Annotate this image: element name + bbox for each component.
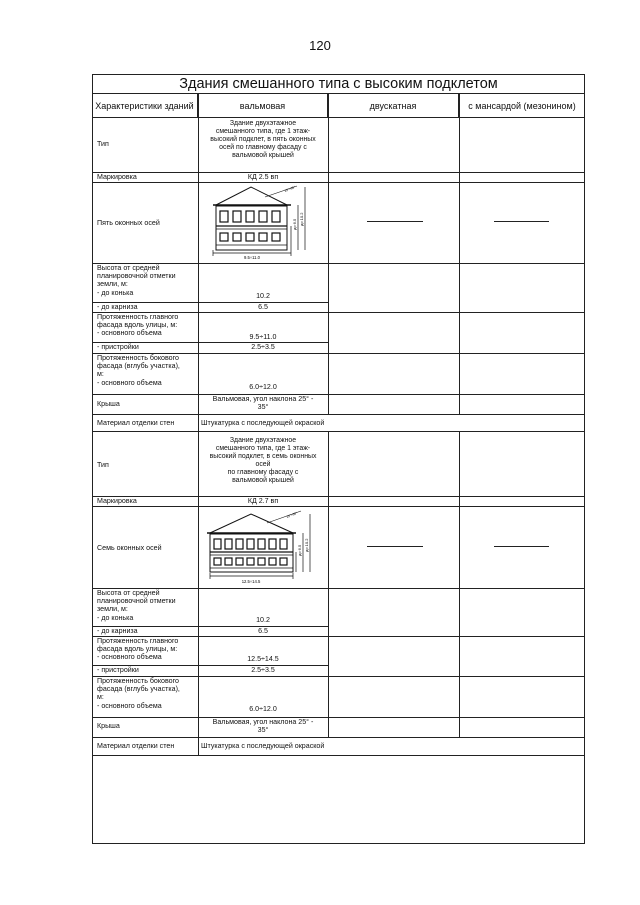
col-divider xyxy=(328,431,329,737)
height-label-line: - до конька xyxy=(97,613,134,622)
type-description xyxy=(200,120,326,160)
eave-height-value: 6.5 xyxy=(258,303,268,311)
eave-height-label: - до карниза xyxy=(97,627,138,635)
not-applicable-dash xyxy=(494,221,549,222)
type-description-line: Здание двухэтажное xyxy=(229,437,297,444)
side-facade-length-label xyxy=(94,677,196,710)
main-facade-length-label-line: фасада вдоль улицы, м: xyxy=(97,321,178,330)
wall-material-value: Штукатурка с последующей окраской xyxy=(201,742,325,750)
roof-value-line: Вальмовая, угол наклона 25° - xyxy=(212,718,314,726)
axes-label: Пять оконных осей xyxy=(97,219,160,227)
type-description-line: вальмовой крышей xyxy=(232,152,294,159)
header-mansard: с мансардой (мезонином) xyxy=(459,94,585,118)
main-facade-length-label-line: фасада вдоль улицы, м: xyxy=(97,645,178,654)
height-label-line: планировочной отметки xyxy=(97,272,176,281)
extension-length-value: 2.5÷3.5 xyxy=(251,343,275,351)
main-facade-length-label-line: Протяженность главного xyxy=(97,313,179,321)
type-description-line: смешанного типа, где 1 этаж- xyxy=(215,128,311,135)
facade-drawing xyxy=(205,184,325,261)
side-facade-length-label-line: Протяженность бокового xyxy=(97,677,180,685)
marking-label: Маркировка xyxy=(97,497,137,505)
eave-height-label: - до карниза xyxy=(97,303,138,311)
row-divider xyxy=(92,506,585,507)
height-dimension-eave: до 6.5 xyxy=(297,544,302,556)
side-facade-length-value: 6.0÷12.0 xyxy=(249,705,277,713)
roof-value xyxy=(200,718,326,734)
extension-length-value: 2.5÷3.5 xyxy=(251,666,275,674)
page-number: 120 xyxy=(309,38,331,53)
side-facade-length-label-line: фасада (вглубь участка), xyxy=(97,685,180,694)
width-dimension: 12.5÷14.5 xyxy=(241,579,261,584)
ridge-height-value: 10.2 xyxy=(256,292,270,300)
col-divider xyxy=(459,94,460,414)
roof-value xyxy=(200,395,326,411)
roof-value-line: 35° xyxy=(257,403,269,412)
side-facade-length-value: 6.0÷12.0 xyxy=(249,383,277,391)
extension-length-label: - пристройки xyxy=(97,343,139,351)
height-label xyxy=(94,264,196,297)
table-title: Здания смешанного типа с высоким подклетом xyxy=(92,74,585,94)
height-label-line: земли, м: xyxy=(97,605,128,614)
wall-material-value: Штукатурка с последующей окраской xyxy=(201,419,325,427)
axes-label: Семь оконных осей xyxy=(97,544,162,552)
type-description-line: смешанного типа, где 1 этаж- xyxy=(215,445,311,452)
main-facade-length-label xyxy=(94,313,196,338)
main-facade-length-label-line: - основного объема xyxy=(97,653,162,662)
height-dimension-ridge: до 10.2 xyxy=(304,538,309,552)
type-description-line: по главному фасаду с xyxy=(227,469,299,476)
height-label-line: - до конька xyxy=(97,288,134,297)
row-divider xyxy=(92,755,585,756)
height-label-line: Высота от средней xyxy=(97,264,160,272)
col-divider xyxy=(459,431,460,737)
angle-dimension: 25°÷35° xyxy=(283,184,296,193)
type-description-line: высокий подклет, в пять оконных xyxy=(210,136,316,143)
height-label-line: земли, м: xyxy=(97,280,128,289)
row-divider xyxy=(92,431,585,432)
extension-length-label: - пристройки xyxy=(97,666,139,674)
main-facade-length-label-line: Протяженность главного xyxy=(97,637,179,645)
row-divider xyxy=(92,737,585,738)
type-description-line: высокий подклет, в семь оконных xyxy=(209,453,317,460)
main-facade-length-label xyxy=(94,637,196,662)
type-label: Тип xyxy=(97,140,109,148)
roof-value-line: Вальмовая, угол наклона 25° - xyxy=(212,395,314,403)
col-divider xyxy=(198,94,199,755)
wall-material-label: Материал отделки стен xyxy=(97,419,175,427)
roof-value-line: 35° xyxy=(257,726,269,735)
side-facade-length-label-line: фасада (вглубь участка), xyxy=(97,362,180,371)
side-facade-length-label-line: Протяженность бокового xyxy=(97,354,180,362)
side-facade-length-label-line: м: xyxy=(97,693,104,702)
row-divider xyxy=(92,414,585,415)
side-facade-length-label-line: м: xyxy=(97,370,104,379)
wall-material-label: Материал отделки стен xyxy=(97,742,175,750)
facade-drawing xyxy=(205,508,325,586)
side-facade-length-label xyxy=(94,354,196,387)
eave-height-value: 6.5 xyxy=(258,627,268,635)
height-dimension-ridge: до 10.2 xyxy=(299,212,304,226)
not-applicable-dash xyxy=(367,546,423,547)
not-applicable-dash xyxy=(494,546,549,547)
type-description-line: вальмовой крышей xyxy=(232,477,294,484)
height-dimension-eave: до 6.5 xyxy=(292,218,297,230)
row-divider xyxy=(92,717,585,718)
type-description xyxy=(200,437,326,485)
width-dimension: 9.5÷11.0 xyxy=(244,255,260,260)
row-divider xyxy=(92,182,585,183)
type-description-line: осей xyxy=(255,461,271,468)
main-facade-length-label-line: - основного объема xyxy=(97,329,162,338)
side-facade-length-label-line: - основного объема xyxy=(97,701,162,710)
type-description-line: осей по главному фасаду с xyxy=(219,144,307,151)
marking-value: КД 2.7 вп xyxy=(247,497,279,505)
roof-label: Крыша xyxy=(97,400,120,408)
side-facade-length-label-line: - основного объема xyxy=(97,378,162,387)
marking-value: КД 2.5 вп xyxy=(247,173,279,181)
height-label-line: планировочной отметки xyxy=(97,597,176,606)
header-characteristics: Характеристики зданий xyxy=(92,94,198,118)
roof-label: Крыша xyxy=(97,722,120,730)
marking-label: Маркировка xyxy=(97,173,137,181)
main-facade-length-value: 12.5÷14.5 xyxy=(247,655,279,663)
header-gable-roof: двускатная xyxy=(328,94,459,118)
header-hip-roof: вальмовая xyxy=(198,94,328,118)
row-divider xyxy=(92,394,585,395)
not-applicable-dash xyxy=(367,221,423,222)
height-label-line: Высота от средней xyxy=(97,589,160,597)
angle-dimension: 25°÷35° xyxy=(285,510,298,519)
main-facade-length-value: 9.5÷11.0 xyxy=(249,333,277,341)
ridge-height-value: 10.2 xyxy=(256,616,270,624)
height-label xyxy=(94,589,196,622)
col-divider xyxy=(328,94,329,414)
type-label: Тип xyxy=(97,461,109,469)
type-description-line: Здание двухэтажное xyxy=(229,120,297,127)
